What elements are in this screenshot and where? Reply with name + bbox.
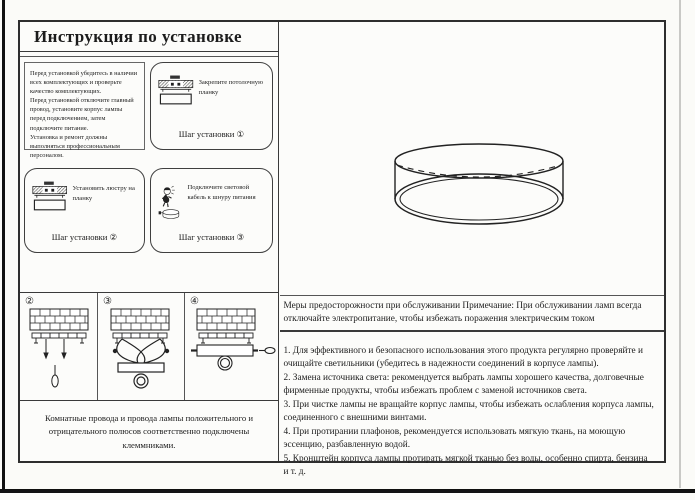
scan-edge-bottom bbox=[0, 489, 695, 493]
step-box-3 bbox=[150, 168, 273, 253]
step-label: Закрепите потолочную планку bbox=[198, 79, 264, 96]
right-column bbox=[280, 22, 665, 478]
intro-paragraph-2: Перед установкой отключите главный провод, установите корпус лампы перед подключением, затем подключите питание. bbox=[30, 97, 134, 132]
page-title: Инструкция по установке bbox=[34, 26, 242, 46]
intro-paragraph-1: Перед установкой убедитесь в наличии всех комплектующих и проверьте качество комплектующих. bbox=[30, 70, 138, 96]
steps-area bbox=[20, 58, 278, 256]
step-label: Подключите световой кабель к шнуру питания bbox=[187, 184, 256, 201]
scan-edge-right bbox=[679, 0, 681, 488]
diagram-step2 bbox=[20, 293, 98, 400]
step-3-content bbox=[151, 169, 272, 231]
diagram-number: ② bbox=[25, 296, 34, 307]
care-list bbox=[280, 334, 665, 478]
step-box-1 bbox=[150, 62, 273, 150]
step-number: Шаг установки ① bbox=[178, 129, 245, 139]
lamp-section bbox=[280, 22, 665, 296]
step-label: Установить люстру на планку bbox=[72, 185, 135, 202]
diagram-number: ④ bbox=[190, 296, 199, 307]
wire-connection-diagram bbox=[102, 303, 180, 398]
scan-edge-left bbox=[2, 0, 5, 493]
diagram-step3 bbox=[98, 293, 185, 400]
maintenance-note: Меры предосторожности при обслуживании Примечание: При обслуживании ламп всегда отключайте электропитание, чтобы избежать поражения электрическим током bbox=[280, 296, 665, 332]
step-1-content bbox=[151, 63, 272, 109]
title-box bbox=[20, 22, 278, 52]
diagram-step4 bbox=[185, 293, 278, 400]
fixing-screwdriver-diagram bbox=[188, 303, 276, 398]
care-list-item: 1. Для эффективного и безопасного использования этого продукта регулярно проверяйте и очищайте светильники (убедитесь в надежности соединений в корпусе лампы). bbox=[283, 346, 643, 370]
care-list-item: 2. Замена источника света: рекомендуется выбрать лампы хорошего качества, долговечные фирменные продукты, чтобы избежать проблем с заменой источников света. bbox=[283, 372, 644, 397]
intro-box bbox=[24, 62, 145, 159]
step-box-2 bbox=[24, 168, 145, 253]
step-number: Шаг установки ③ bbox=[178, 232, 245, 242]
electrician-and-drum-lamp-icon bbox=[158, 175, 183, 231]
wiring-note: Комнатные провода и провода лампы положительного и отрицательного полюсов соответственно подключены клеммниками. bbox=[44, 413, 254, 450]
left-column bbox=[20, 22, 279, 461]
care-list-item: 3. При чистке лампы не вращайте корпус лампы, чтобы избежать ослабления корпуса лампы, соединенного с внешними винтами. bbox=[283, 399, 654, 424]
ceiling-plate-icon bbox=[32, 178, 67, 215]
bracket-screws-diagram bbox=[24, 303, 94, 398]
intro-paragraph-3: Установка и ремонт должны выполняться профессиональным персоналом. bbox=[30, 133, 120, 159]
drum-lamp-drawing bbox=[280, 22, 664, 295]
mounting-diagrams bbox=[20, 292, 278, 401]
care-list-item: 4. При протирании плафонов, рекомендуется использовать мягкую ткань, на моющую эссенцию, разбавленную водой. bbox=[283, 426, 626, 451]
title-underline bbox=[20, 56, 278, 57]
manual-frame bbox=[18, 20, 666, 478]
step-number: Шаг установки ② bbox=[51, 232, 118, 242]
ceiling-plate-icon bbox=[158, 72, 194, 109]
diagram-number: ③ bbox=[103, 296, 112, 307]
step-2-content bbox=[25, 169, 144, 215]
care-list-item: 5. Кронштейн корпуса лампы протирать мягкой тканью без воды, особенно спирта, бензина и т. д. bbox=[283, 453, 648, 478]
